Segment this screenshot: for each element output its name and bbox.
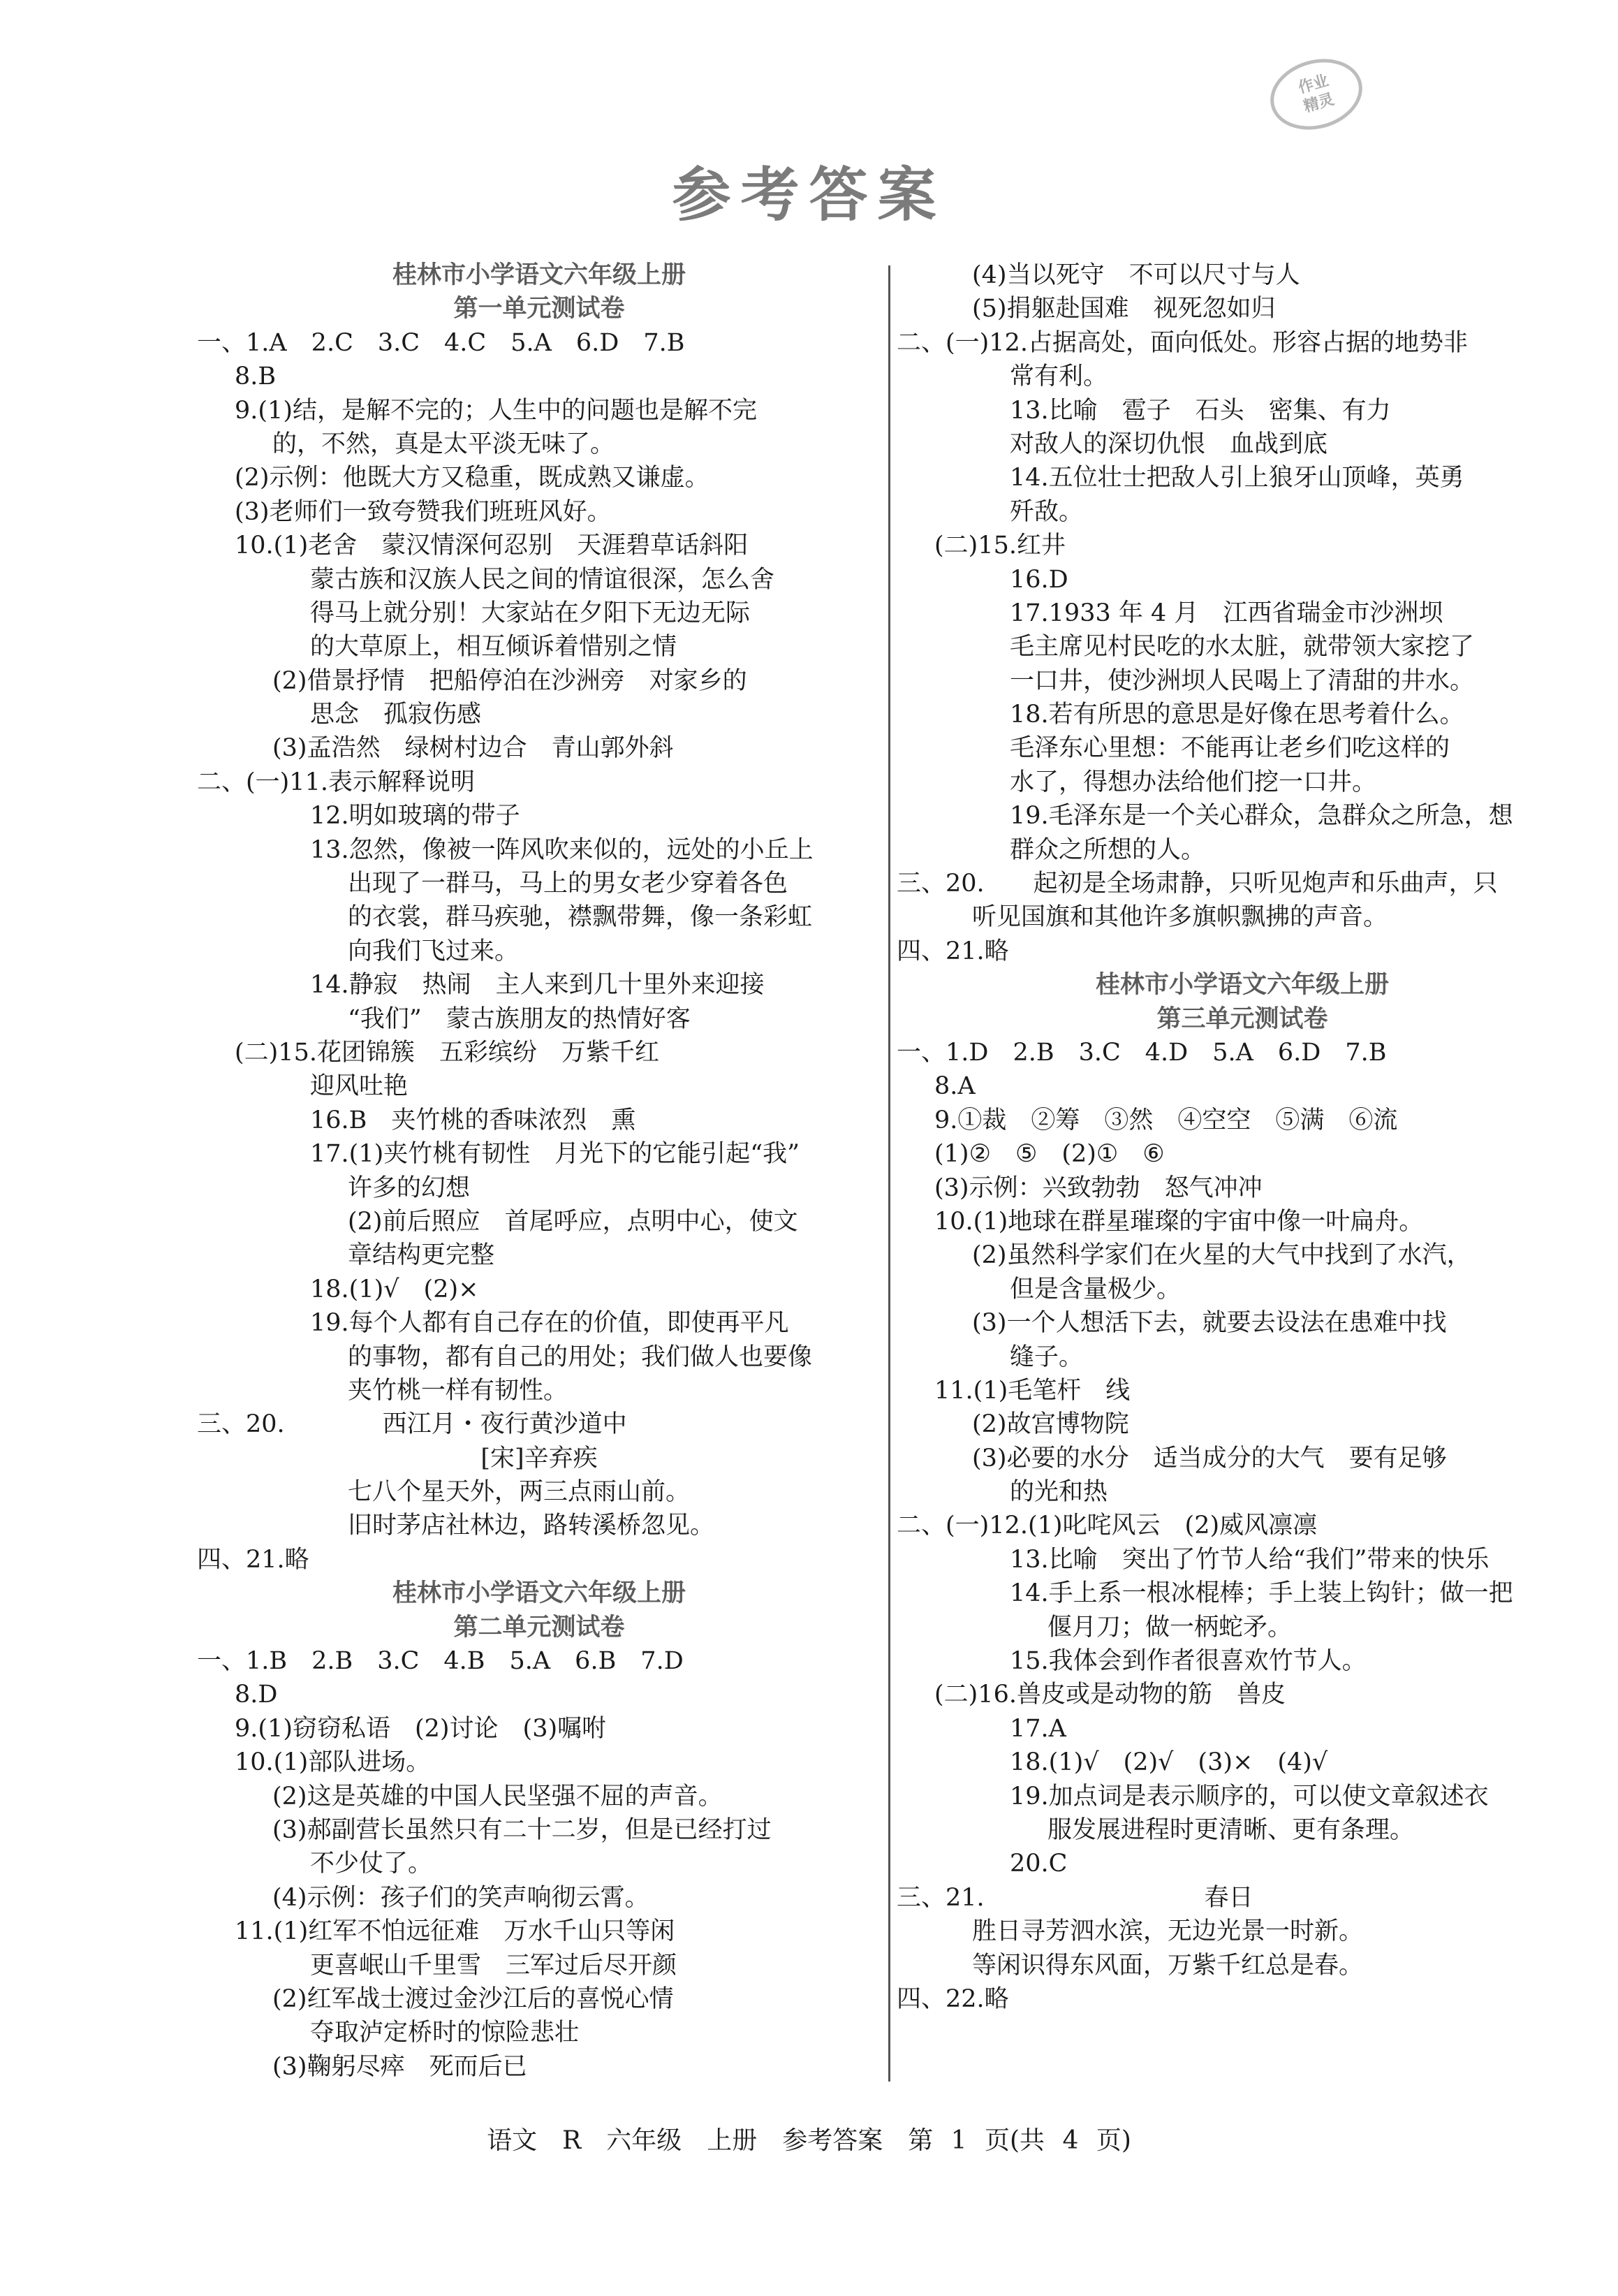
answer-line: (2)虽然科学家们在火星的大气中找到了水汽， — [972, 1241, 1471, 1270]
answer-line: 不少仗了。 — [310, 1850, 433, 1878]
answer-line: 16.B 夹竹桃的香味浓烈 熏 — [310, 1106, 636, 1134]
answer-line: (3)一个人想活下去，就要去设法在患难中找 — [972, 1309, 1447, 1338]
answer-line: 14.静寂 热闹 主人来到几十里外来迎接 — [310, 971, 765, 1000]
answer-line: (4)当以死守 不可以尺寸与人 — [972, 261, 1300, 289]
answer-line: 四、21.略 — [897, 937, 1009, 965]
stamp-logo: 作业 精灵 — [1262, 48, 1371, 140]
section-heading: 第三单元测试卷 — [1156, 1004, 1328, 1033]
right-column — [897, 258, 1588, 2016]
answer-line: 8.A — [934, 1072, 976, 1101]
answer-line: (2)示例：他既大方又稳重，既成熟又谦虚。 — [235, 464, 709, 492]
answer-line: (2)这是英雄的中国人民坚强不屈的声音。 — [272, 1782, 723, 1811]
left-column — [197, 258, 881, 2084]
answer-line: 迎风吐艳 — [310, 1072, 409, 1101]
answer-line: 的衣裳，群马疾驰，襟飘带舞，像一条彩虹 — [348, 903, 813, 932]
answer-line: 思念 孤寂伤感 — [310, 701, 482, 729]
answer-line: 夹竹桃一样有韧性。 — [348, 1376, 568, 1405]
answer-line: 得马上就分别！大家站在夕阳下无边无际 — [310, 599, 751, 627]
answer-line: 章结构更完整 — [348, 1241, 495, 1270]
answer-line: 17.A — [1010, 1714, 1066, 1743]
answer-line: 19.加点词是表示顺序的，可以使文章叙述衣 — [1010, 1782, 1489, 1811]
answer-line: 三、20. 起初是全场肃静，只听见炮声和乐曲声，只 — [897, 870, 1498, 898]
answer-line: 10.(1)部队进场。 — [235, 1748, 431, 1777]
answer-line: 服发展进程时更清晰、更有条理。 — [1047, 1815, 1415, 1844]
answer-line: 15.我体会到作者很喜欢竹节人。 — [1010, 1647, 1367, 1676]
answer-line: 但是含量极少。 — [1010, 1275, 1182, 1303]
answer-line: 常有利。 — [1010, 363, 1108, 391]
answer-line: 11.(1)毛笔杆 线 — [934, 1376, 1131, 1405]
answer-line: 毛主席见村民吃的水太脏，就带领大家挖了 — [1010, 633, 1475, 661]
answer-line: 的光和热 — [1010, 1478, 1108, 1507]
answer-line: (二)15.红井 — [934, 532, 1066, 560]
answer-line: 14.手上系一根冰棍棒；手上装上钩针；做一把 — [1010, 1579, 1513, 1608]
answer-line: (二)15.花团锦簇 五彩缤纷 万紫千红 — [235, 1038, 659, 1067]
answer-line: 一、1.A 2.C 3.C 4.C 5.A 6.D 7.B — [197, 328, 685, 357]
answer-line: 蒙古族和汉族人民之间的情谊很深，怎么舍 — [310, 565, 775, 594]
answer-line: (3)必要的水分 适当成分的大气 要有足够 — [972, 1444, 1447, 1472]
answer-line: 一口井，使沙洲坝人民喝上了清甜的井水。 — [1010, 666, 1475, 695]
answer-line: 9.(1)窃窃私语 (2)讨论 (3)嘱咐 — [235, 1714, 607, 1743]
answer-line: (4)示例：孩子们的笑声响彻云霄。 — [272, 1883, 649, 1912]
answer-line: 一、1.D 2.B 3.C 4.D 5.A 6.D 7.B — [897, 1038, 1387, 1067]
answer-line: (2)故宫博物院 — [972, 1410, 1129, 1439]
section-heading: 第一单元测试卷 — [453, 295, 625, 323]
section-heading: 第二单元测试卷 — [453, 1613, 625, 1641]
answer-line: 七八个星天外，两三点雨山前。 — [348, 1478, 691, 1507]
answer-line: 缝子。 — [1010, 1343, 1084, 1371]
page-title: 参考答案 — [672, 161, 946, 229]
answer-line: (2)前后照应 首尾呼应，点明中心，使文 — [348, 1207, 798, 1236]
answer-line: (二)16.兽皮或是动物的筋 兽皮 — [934, 1681, 1286, 1709]
section-heading: 桂林市小学语文六年级上册 — [392, 261, 686, 289]
answer-line: 对敌人的深切仇恨 血战到底 — [1010, 430, 1328, 458]
section-heading: 桂林市小学语文六年级上册 — [392, 1579, 686, 1608]
answer-line: 17.1933 年 4 月 江西省瑞金市沙洲坝 — [1010, 599, 1443, 627]
answer-line: 9.(1)结，是解不完的；人生中的问题也是解不完 — [235, 396, 757, 425]
answer-line: [宋]辛弃疾 — [480, 1444, 598, 1472]
answer-line: 8.D — [235, 1681, 278, 1709]
answer-line: 20.C — [1010, 1850, 1068, 1878]
answer-line: 19.每个人都有自己存在的价值，即使再平凡 — [310, 1309, 789, 1338]
answer-line: 11.(1)红军不怕远征难 万水千山只等闲 — [235, 1917, 675, 1946]
answer-line: 二、(一)11.表示解释说明 — [197, 768, 475, 796]
answer-line: 13.比喻 雹子 石头 密集、有力 — [1010, 396, 1391, 425]
answer-line: 10.(1)地球在群星璀璨的宇宙中像一叶扁舟。 — [934, 1207, 1424, 1236]
answer-line: 向我们飞过来。 — [348, 937, 520, 965]
answer-line: (3)鞠躬尽瘁 死而后已 — [272, 2052, 527, 2081]
answer-line: 三、20. 西江月・夜行黄沙道中 — [197, 1410, 627, 1439]
section-heading: 桂林市小学语文六年级上册 — [1095, 971, 1389, 1000]
answer-line: (2)借景抒情 把船停泊在沙洲旁 对家乡的 — [272, 666, 747, 695]
answer-line: 14.五位壮士把敌人引上狼牙山顶峰，英勇 — [1010, 464, 1464, 492]
answer-line: 17.(1)夹竹桃有韧性 月光下的它能引起“我” — [310, 1140, 800, 1169]
answer-line: 13.比喻 突出了竹节人给“我们”带来的快乐 — [1010, 1545, 1490, 1574]
answer-line: 的，不然，真是太平淡无味了。 — [272, 430, 615, 458]
answer-line: (1)② ⑤ (2)① ⑥ — [934, 1140, 1165, 1169]
answer-line: 18.若有所思的意思是好像在思考着什么。 — [1010, 701, 1464, 729]
answer-line: 18.(1)√ (2)√ (3)× (4)√ — [1010, 1748, 1328, 1777]
answer-line: 旧时茅店社林边，路转溪桥忽见。 — [348, 1512, 715, 1540]
answer-line: 群众之所想的人。 — [1010, 835, 1206, 864]
answer-line: 三、21. 春日 — [897, 1883, 1253, 1912]
answer-line: 12.明如玻璃的带子 — [310, 802, 520, 831]
answer-line: 19.毛泽东是一个关心群众，急群众之所急，想 — [1010, 802, 1513, 831]
answer-line: 二、(一)12.(1)叱咤风云 (2)威风凛凛 — [897, 1512, 1318, 1540]
answer-line: (3)示例：兴致勃勃 怒气冲冲 — [934, 1173, 1263, 1202]
answer-line: 歼敌。 — [1010, 497, 1084, 526]
answer-line: 一、1.B 2.B 3.C 4.B 5.A 6.B 7.D — [197, 1647, 684, 1676]
answer-line: 的大草原上，相互倾诉着惜别之情 — [310, 633, 677, 661]
answer-line: (2)红军战士渡过金沙江后的喜悦心情 — [272, 1984, 674, 2013]
answer-line: (5)捐躯赴国难 视死忽如归 — [972, 295, 1276, 323]
page-footer: 语文 R 六年级 上册 参考答案 第 1 页(共 4 页) — [487, 2126, 1131, 2155]
answer-line: 18.(1)√ (2)× — [310, 1275, 479, 1303]
answer-line: 毛泽东心里想：不能再让老乡们吃这样的 — [1010, 734, 1450, 763]
answer-line: 9.①裁 ②筹 ③然 ④空空 ⑤满 ⑥流 — [934, 1106, 1398, 1134]
column-divider — [888, 265, 890, 2082]
answer-line: 10.(1)老舍 蒙汉情深何忍别 天涯碧草话斜阳 — [235, 532, 749, 560]
answer-line: 的事物，都有自己的用处；我们做人也要像 — [348, 1343, 813, 1371]
answer-line: 水了，得想办法给他们挖一口井。 — [1010, 768, 1377, 796]
answer-line: 更喜岷山千里雪 三军过后尽开颜 — [310, 1951, 677, 1980]
answer-line: (3)郝副营长虽然只有二十二岁，但是已经打过 — [272, 1815, 772, 1844]
answer-line: 二、(一)12.占据高处，面向低处。形容占据的地势非 — [897, 328, 1468, 357]
answer-line: 16.D — [1010, 565, 1068, 594]
answer-line: 胜日寻芳泗水滨，无边光景一时新。 — [972, 1917, 1364, 1946]
answer-line: 13.忽然，像被一阵风吹来似的，远处的小丘上 — [310, 835, 814, 864]
answer-line: 8.B — [235, 363, 277, 391]
answer-line: 四、22.略 — [897, 1984, 1009, 2013]
answer-line: (3)老师们一致夸赞我们班班风好。 — [235, 497, 612, 526]
answer-line: (3)孟浩然 绿树村边合 青山郭外斜 — [272, 734, 674, 763]
answer-line: 四、21.略 — [197, 1545, 309, 1574]
answer-line: 夺取泸定桥时的惊险悲壮 — [310, 2019, 580, 2047]
answer-line: 出现了一群马，马上的男女老少穿着各色 — [348, 870, 788, 898]
answer-line: 听见国旗和其他许多旗帜飘拂的声音。 — [972, 903, 1388, 932]
answer-line: 许多的幻想 — [348, 1173, 471, 1202]
answer-line: 等闲识得东风面，万紫千红总是春。 — [972, 1951, 1364, 1980]
answer-line: “我们” 蒙古族朋友的热情好客 — [348, 1004, 691, 1033]
answer-line: 偃月刀；做一柄蛇矛。 — [1047, 1613, 1293, 1641]
